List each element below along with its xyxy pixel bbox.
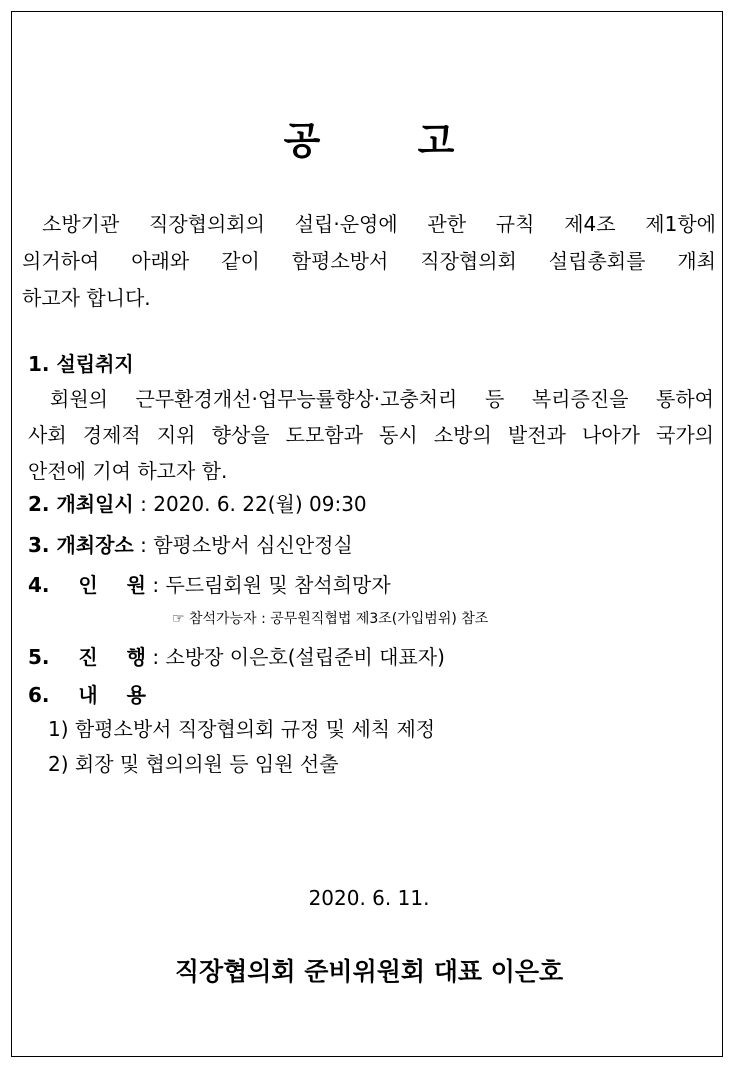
notice-title: 공 고 [283, 118, 497, 163]
section-1-line-1: 회원의 근무환경개선·업무능률향상·고충처리 등 복리증진을 통하여 [50, 387, 714, 411]
section-3-row [28, 529, 714, 558]
section-1-line-2: 사회 경제적 지위 향상을 도모함과 동시 소방의 발전과 나아가 국가의 [28, 423, 714, 447]
section-1-line-3: 안전에 기여 하고자 함. [28, 459, 228, 483]
section-6-item-2: 2) 회장 및 협의의원 등 임원 선출 [48, 752, 339, 776]
section-6-row [28, 679, 714, 708]
intro-line-3: 하고자 합니다. [22, 286, 151, 310]
section-6-label: 6. 내 용 [28, 683, 146, 707]
notice-signer: 직장협의회 준비위원회 대표 이은호 [174, 957, 564, 986]
section-4-note: ☞ 참석가능자 : 공무원직협법 제3조(가입범위) 참조 [172, 611, 489, 627]
section-6-item-1: 1) 함평소방서 직장협의회 규정 및 세칙 제정 [48, 717, 436, 741]
section-1-heading: 1. 설립취지 [28, 352, 134, 376]
section-2-row [28, 488, 714, 517]
section-1-body [28, 381, 714, 489]
section-4-row [28, 569, 714, 598]
intro-line-2: 의거하여 아래와 같이 함평소방서 직장협의회 설립총회를 개최 [22, 249, 716, 273]
section-2-label: 2. 개최일시 [28, 492, 134, 516]
section-3-label: 3. 개최장소 [28, 533, 134, 557]
section-5-label: 5. 진 행 [28, 645, 146, 669]
section-4-value: : 두드림회원 및 참석희망자 [152, 573, 391, 597]
section-3-value: : 함평소방서 심신안정실 [140, 533, 353, 557]
notice-date: 2020. 6. 11. [308, 886, 430, 910]
intro-paragraph [22, 206, 716, 317]
section-2-value: : 2020. 6. 22(월) 09:30 [140, 492, 367, 516]
section-5-value: : 소방장 이은호(설립준비 대표자) [152, 645, 445, 669]
section-4-label: 4. 인 원 [28, 573, 146, 597]
section-5-row [28, 641, 714, 670]
intro-line-1: 소방기관 직장협의회의 설립·운영에 관한 규칙 제4조 제1항에 [42, 212, 716, 236]
